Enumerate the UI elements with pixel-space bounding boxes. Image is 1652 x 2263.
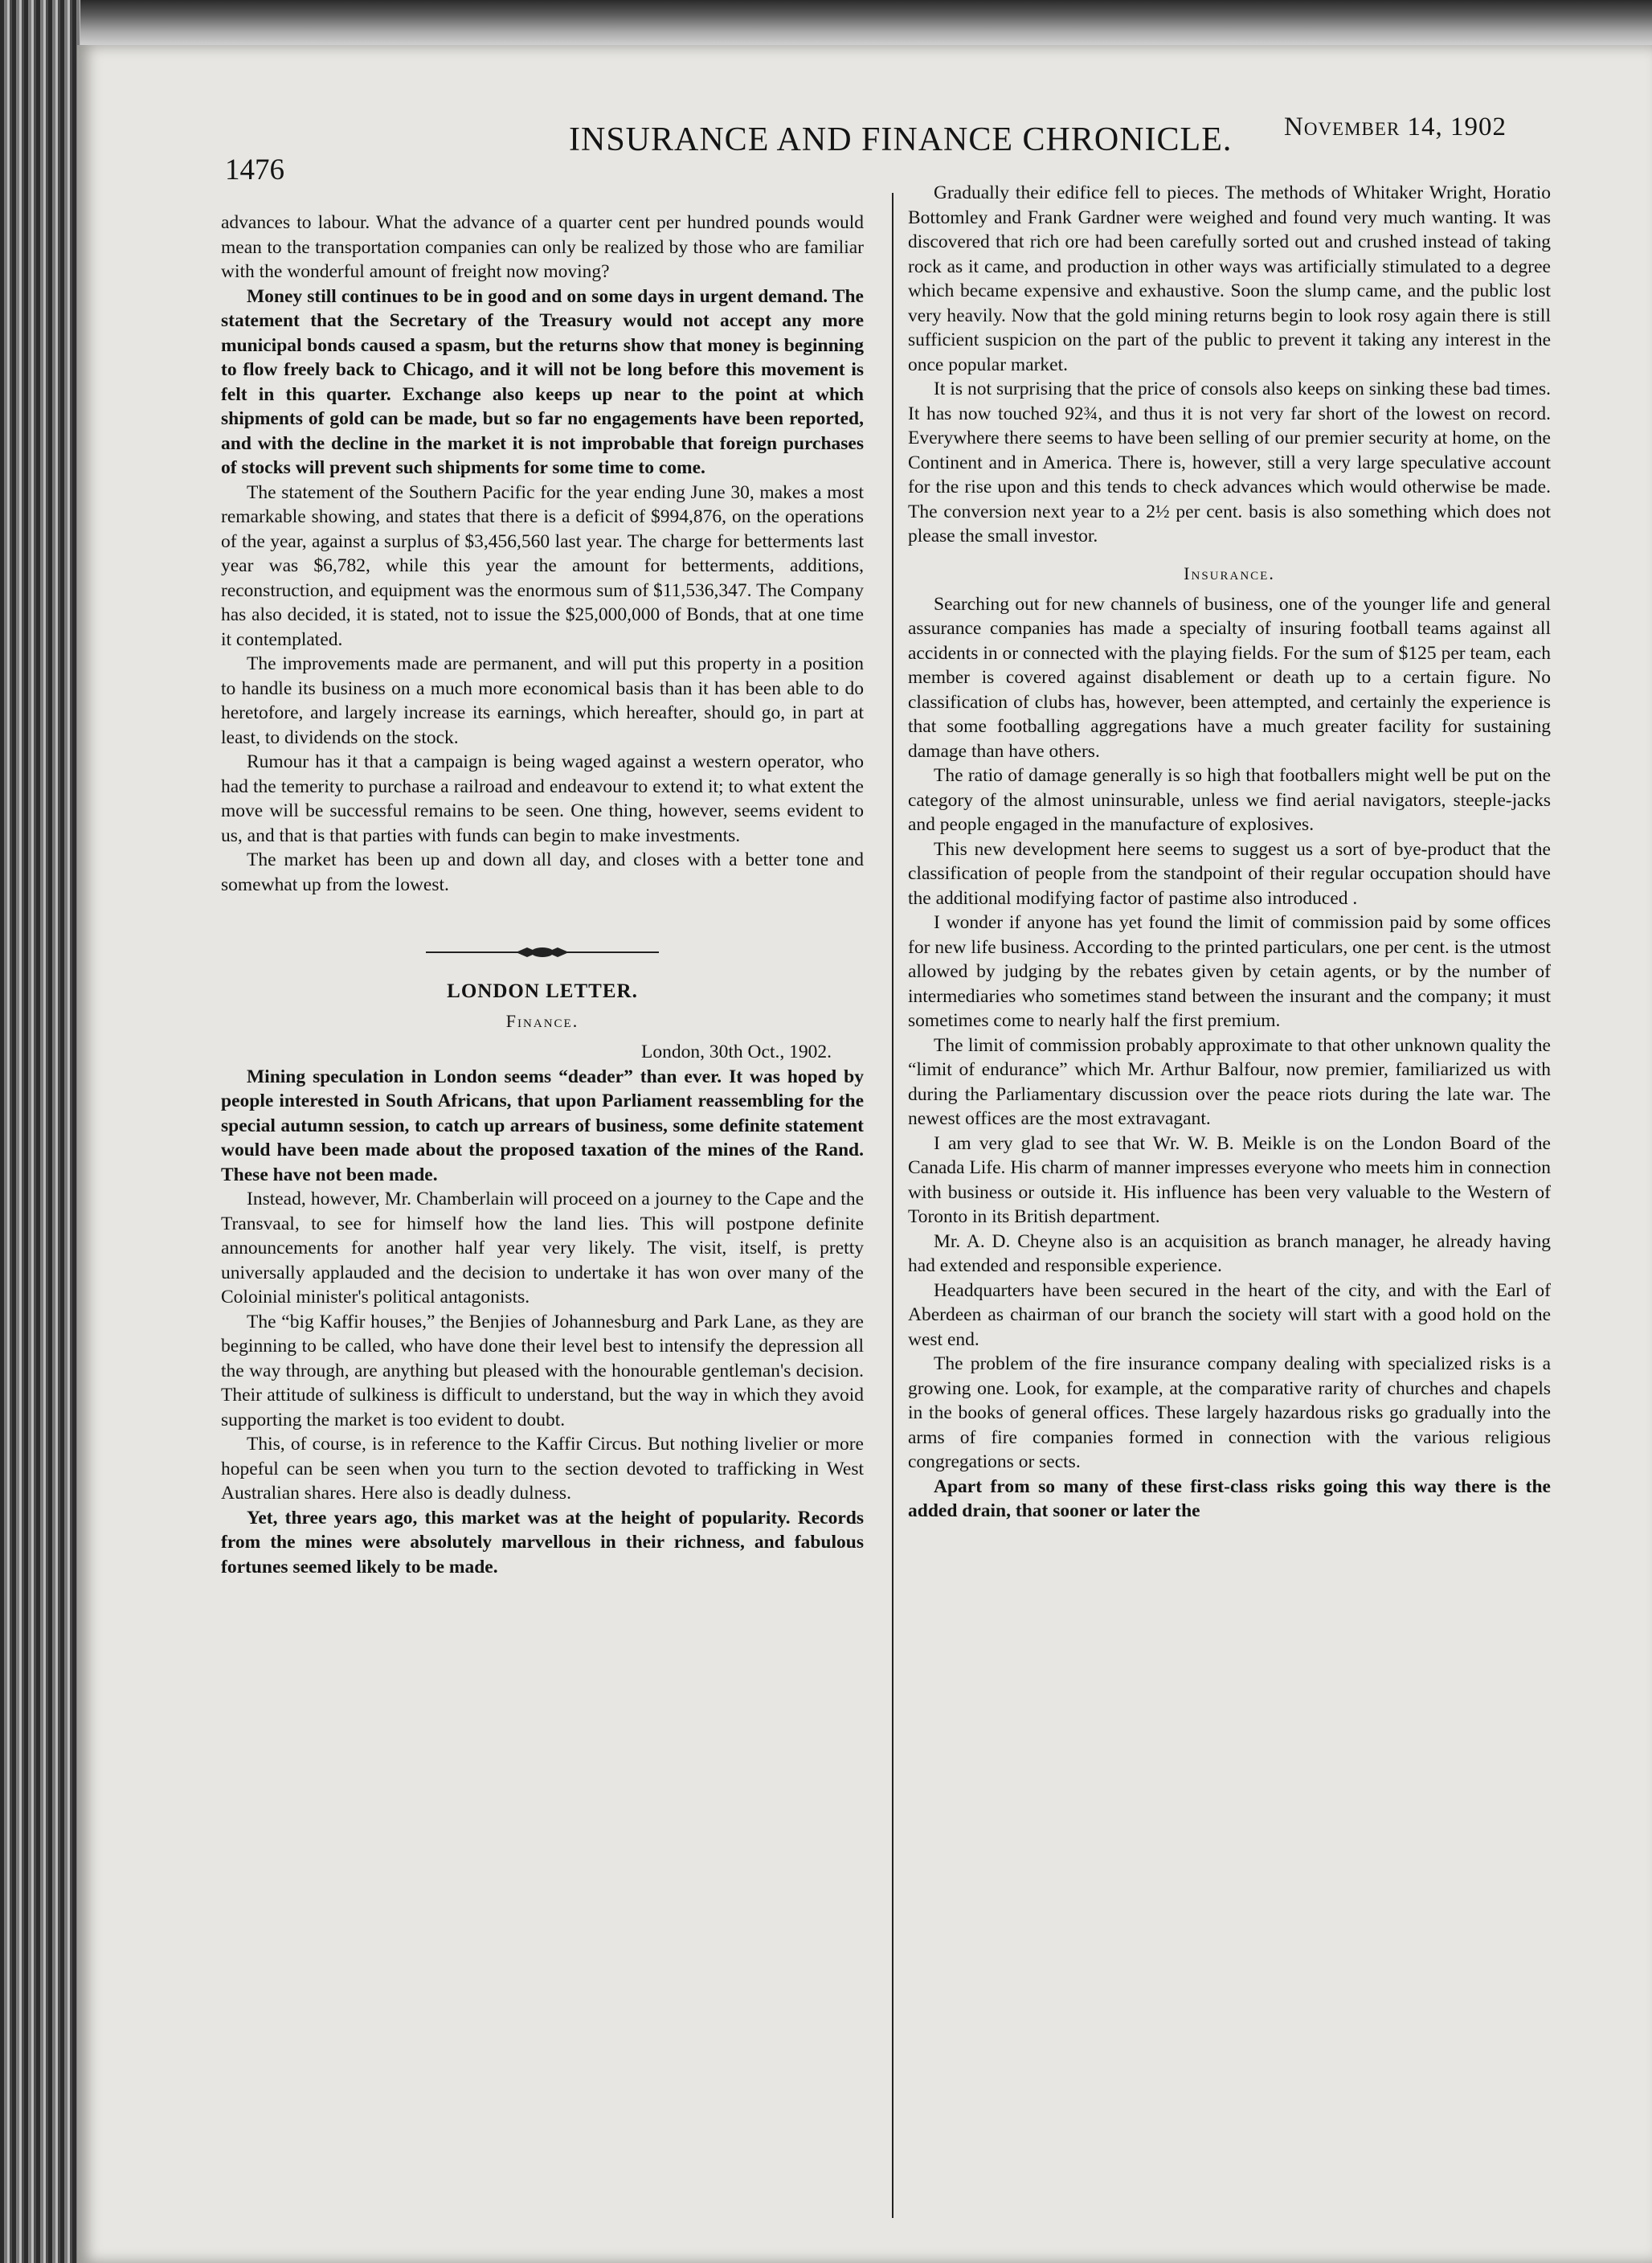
paragraph: Yet, three years ago, this market was at the height of popularity. Records from the mines were absolutely marvellous in their richness, and fabulous fortunes seemed likely to be made. [221,1507,864,1578]
paragraph: The problem of the fire insurance company dealing with specialized risks is a growing one. Look, for example, at the comparative rarity of churches and chapels in the books of general offices. These largely hazardous risks go gradually into the arms of fire companies formed in connection with the various religious congregations or sects. [908,1353,1551,1472]
paragraph: It is not surprising that the price of consols also keeps on sinking these bad times. It has now touched 92¾, and thus it is not very far short of the lowest on record. Everywhere there seems to have been selling of our premier security at home, on the Continent and in America. There is, however, still a very large speculative account for the rise upon and this tends to check advances which would otherwise be made. The conversion next year to a 2½ per cent. basis is also something which does not please the small investor. [908,379,1551,546]
paragraph: The market has been up and down all day, and closes with a better tone and somewhat up from the lowest. [221,849,864,895]
paragraph: The limit of commission probably approximate to that other unknown quality the “limit of endurance” which Mr. Arthur Balfour, now premier, familiarized us with during the Parliamentary discussion over the peace riots during the late war. The newest offices are the most extravagant. [908,1034,1551,1129]
page-number: 1476 [225,153,284,186]
issue-date: November 14, 1902 [1284,113,1507,141]
paragraph: Money still continues to be in good and on some days in urgent demand. The statement that the Secretary of the Treasury would not accept any more municipal bonds caused a spasm, but the returns show that money is beginning to flow freely back to Chicago, and it will not be long before this movement is felt in this quarter. Exchange also keeps up near to the point at which shipments of gold can be made, but so far no engagements have been reported, and with the decline in the market it is not improbable that foreign purchases of stocks will prevent such shipments for some time to come. [221,285,864,478]
paragraph: Apart from so many of these first-class risks going this way there is the added drain, that sooner or later the [908,1475,1551,1521]
paragraph: The “big Kaffir houses,” the Benjies of Johannesburg and Park Lane, as they are beginning to be called, who have done their level best to intensify the depression all the way through, are anything but pleased with the honourable gentleman's decision. Their attitude of sulkiness is difficult to understand, but the way in which they avoid supporting the market is too evident to doubt. [221,1311,864,1430]
paragraph: Gradually their edifice fell to pieces. The methods of Whitaker Wright, Horatio Bottomley and Frank Gardner were weighed and found very much wanting. It was discovered that rich ore had been carefully sorted out and crushed instead of taking rock as it came, and production in other ways was artificially stimulated to a degree which became expensive and exhaustive. Soon the slump came, and the public lost very heavily. Now that the gold mining returns begin to look rosy again there is still sufficient suspicion on the part of the public to prevent it taking any interest in the once popular market. [908,182,1551,375]
insurance-subheading: Insurance. [1184,563,1275,583]
paragraph: The ratio of damage generally is so high that footballers might well be put on the category of the almost uninsurable, unless we find aerial navigators, steeple-jacks and people engaged in the manufacture of explosives. [908,765,1551,835]
left-column [221,211,864,1579]
london-letter-heading: LONDON LETTER. [447,980,638,1002]
paragraph: This, of course, is in reference to the Kaffir Circus. But nothing livelier or more hopeful can be seen when you turn to the section devoted to trafficking in West Australian shares. Here also is deadly dulness. [221,1434,864,1504]
letter-dateline: London, 30th Oct., 1902. [641,1041,832,1062]
bound-page-edges [0,0,80,2263]
paragraph: Searching out for new channels of business, one of the younger life and general assurance companies has made a specialty of insuring football teams against all accidents in or connected with the playing fields. For the sum of $125 per team, each member is covered against disablement or death up to a certain figure. No classification of clubs has, however, been attempted, and certainly the experience is that some footballing aggregations have a much greater facility for sustaining damage than have others. [908,593,1551,762]
paragraph: The statement of the Southern Pacific for the year ending June 30, makes a most remarkable showing, and states that there is a deficit of $994,876, on the operations of the year, against a surplus of $3,456,560 last year. The charge for betterments last year was $6,782, while this year the amount for betterments, additions, reconstruction, and equipment was the enormous sum of $11,536,347. The Company has also decided, it is stated, not to issue the $25,000,000 of Bonds, that at one time it contemplated. [221,481,864,650]
column-divider [892,193,893,2218]
paragraph: This new development here seems to suggest us a sort of bye-product that the classification of people from the standpoint of their regular occupation should have the additional modifying factor of pastime also introduced . [908,838,1551,909]
paragraph: Mr. A. D. Cheyne also is an acquisition as branch manager, he already having had extended and responsible experience. [908,1230,1551,1276]
paragraph: I wonder if anyone has yet found the limit of commission paid by some offices for new life business. According to the printed particulars, one per cent. is the utmost allowed by judging by the rebates given by cetain agents, or by the number of intermediaries who sometimes stand between the insurant and the company; it must sometimes come to nearly half the first premium. [908,912,1551,1031]
paragraph: advances to labour. What the advance of a quarter cent per hundred pounds would mean to the transportation companies can only be realized by those who are familiar with the wonderful amount of freight now moving? [221,212,864,282]
right-column [908,181,1551,1524]
publication-title: INSURANCE AND FINANCE CHRONICLE. [569,121,1233,158]
paragraph: Instead, however, Mr. Chamberlain will proceed on a journey to the Cape and the Transvaal, to see for himself how the land lies. This will postpone definite announcements for another half year very likely. The visit, itself, is pretty universally applauded and the decision to undertake it has won over many of the Coloinial minister's political antagonists. [221,1189,864,1307]
paragraph: The improvements made are permanent, and will put this property in a position to handle its business on a much more economical basis than it has been able to do heretofore, and largely increase its earnings, which hereafter, should go, in part at least, to dividends on the stock. [221,653,864,748]
finance-subheading: Finance. [505,1011,579,1031]
paragraph: Headquarters have been secured in the heart of the city, and with the Earl of Aberdeen as chairman of our branch the society will start with a good hold on the west end. [908,1279,1551,1350]
page-top-shadow [0,0,1652,48]
paragraph: Mining speculation in London seems “deader” than ever. It was hoped by people interested in South Africans, that upon Parliament reassembling for the special autumn session, to catch up arrears of business, some definite statement would have been made about the proposed taxation of the mines of the Rand. These have not been made. [221,1066,864,1185]
paragraph: I am very glad to see that Wr. W. B. Meikle is on the London Board of the Canada Life. His charm of manner impresses everyone who meets him in connection with business or outside it. His influence has been very valuable to the Western of Toronto in its British department. [908,1132,1551,1227]
paragraph: Rumour has it that a campaign is being waged against a western operator, who had the temerity to purchase a railroad and endeavour to extend it; to what extent the move will be successful remains to be seen. One thing, however, seems evident to us, and that is that parties with funds can begin to make investments. [221,751,864,846]
section-ornament [426,945,659,960]
